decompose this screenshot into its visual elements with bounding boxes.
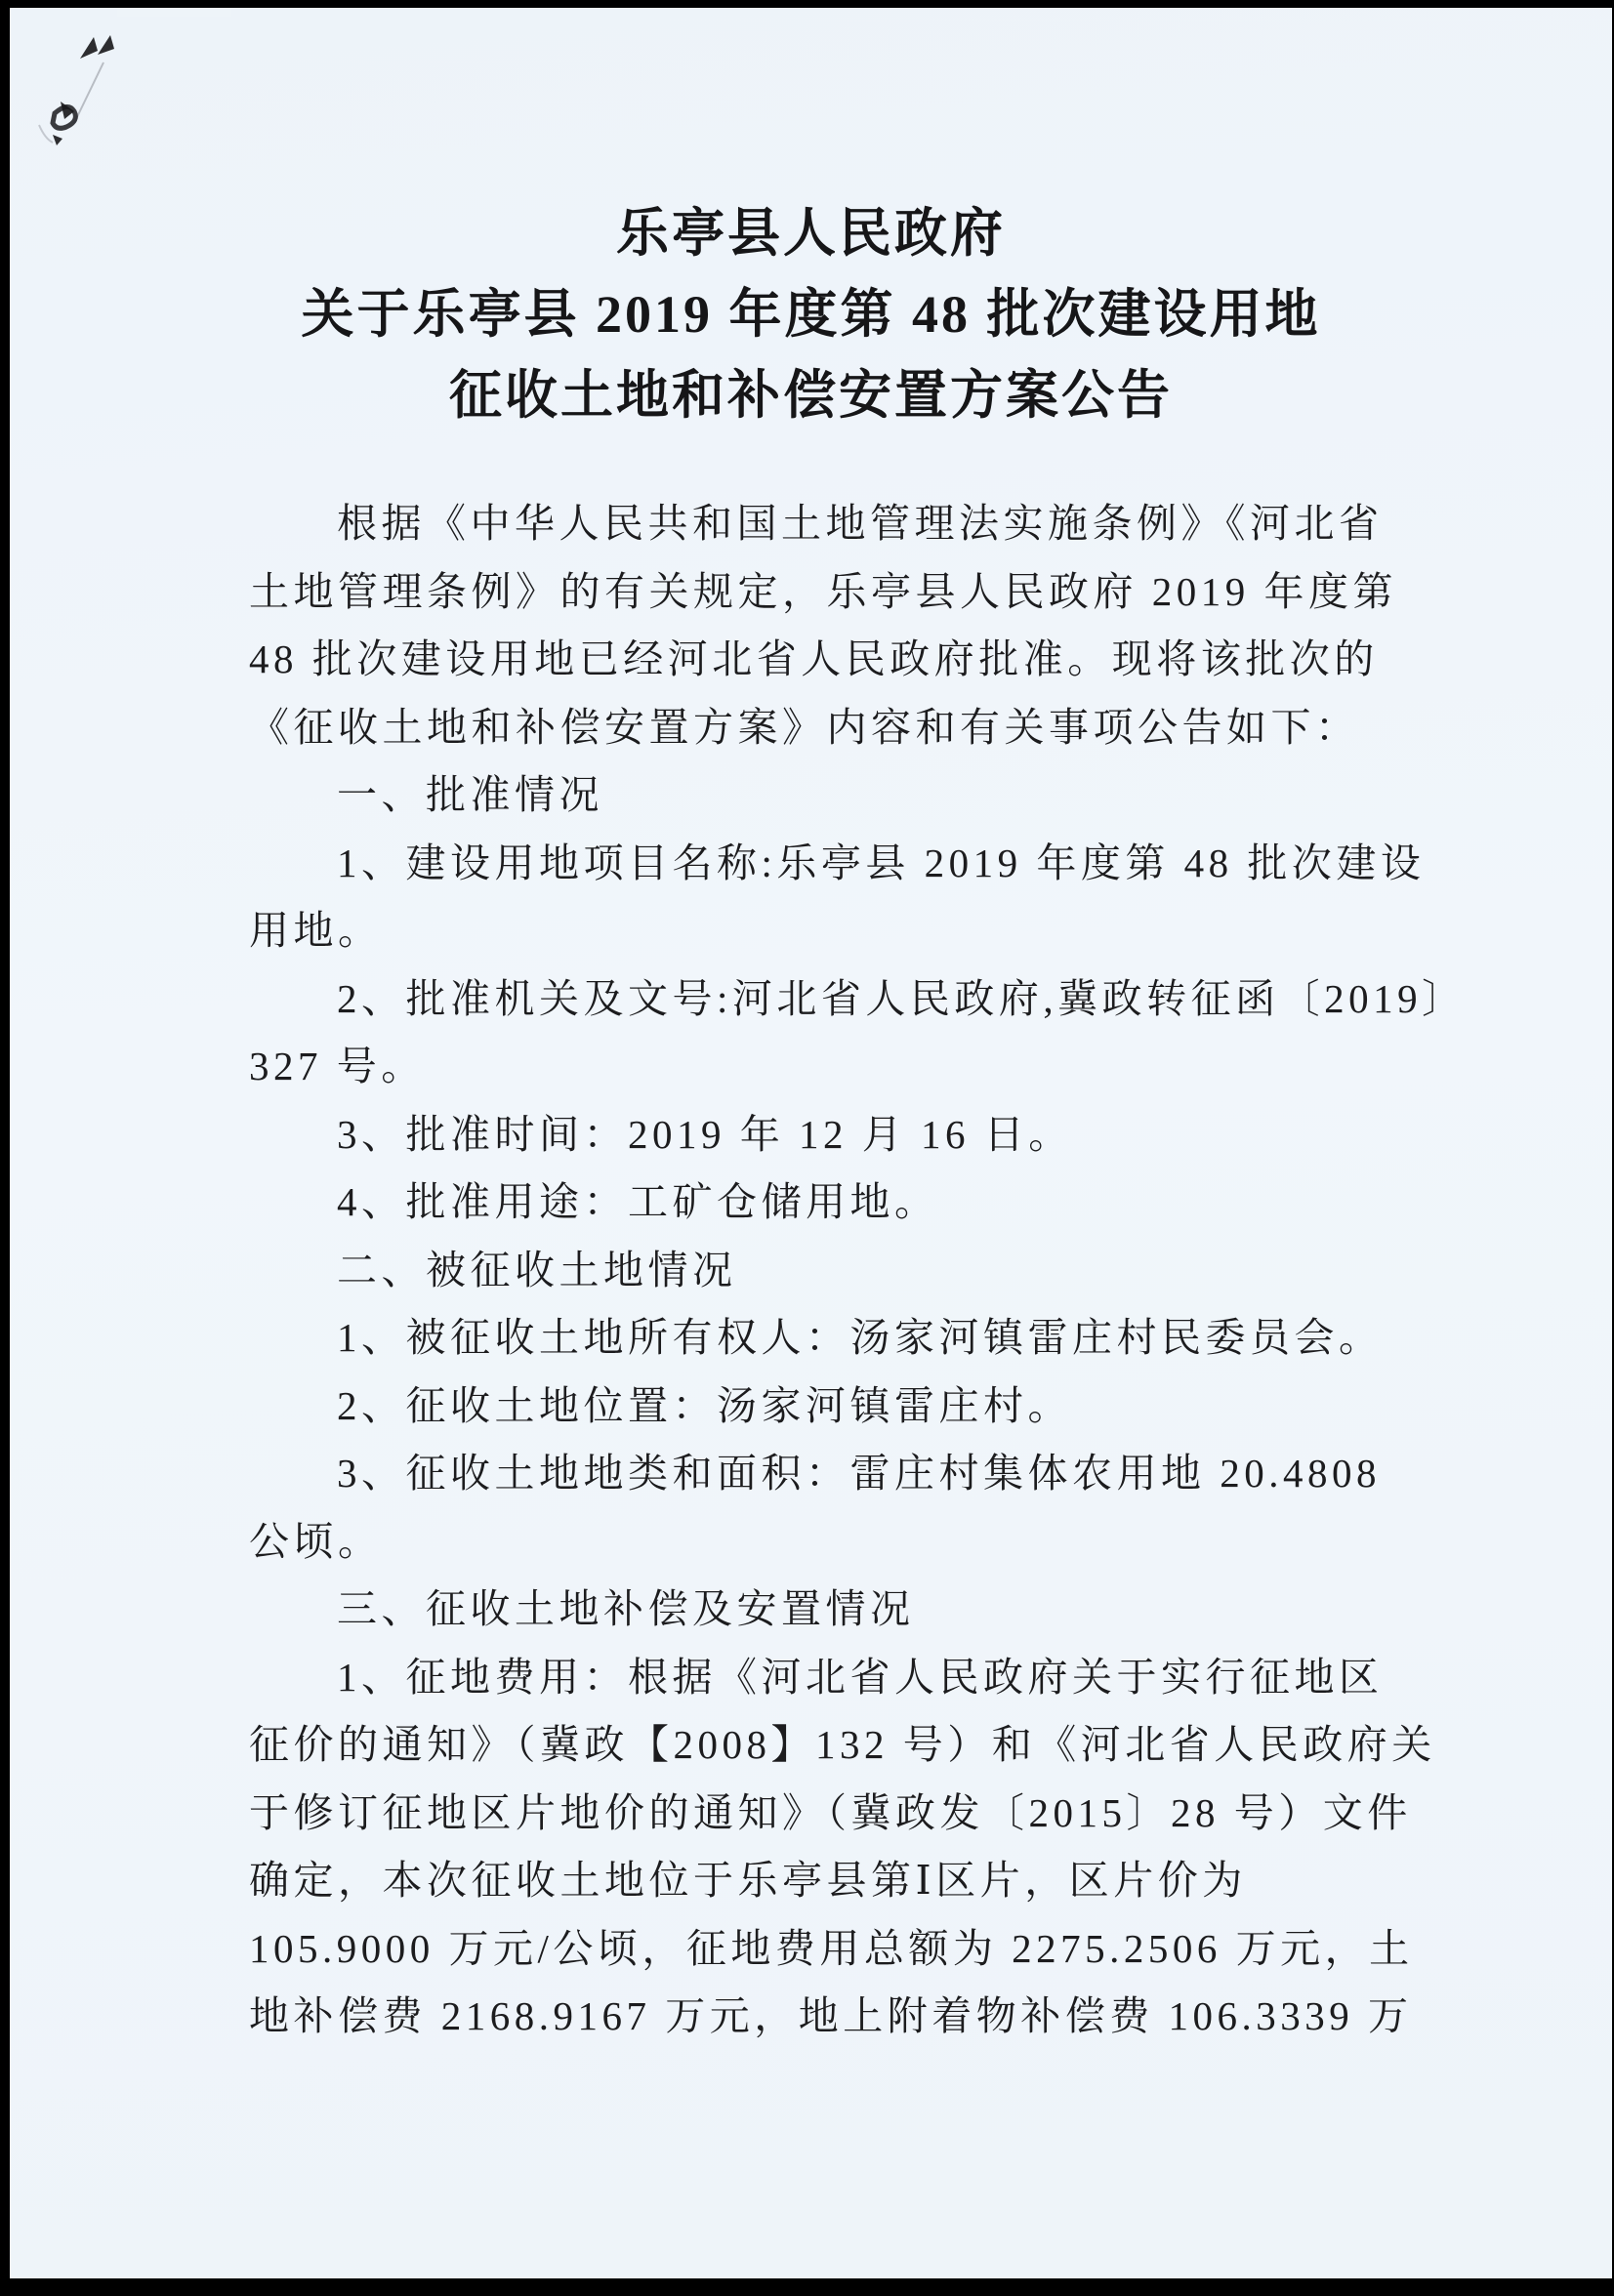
- body-line-section-heading: 一、批准情况: [337, 772, 603, 817]
- body-line: 用地。: [249, 908, 383, 953]
- title-line-announcement: 征收土地和补偿安置方案公告: [449, 366, 1173, 425]
- body-line: 105.9000 万元/公顷，征地费用总额为 2275.2506 万元，土: [249, 1925, 1414, 1971]
- body-line: 327 号。: [249, 1044, 426, 1088]
- body-line: 1、被征收土地所有权人：汤家河镇雷庄村民委员会。: [337, 1315, 1384, 1360]
- body-line: 《征收土地和补偿安置方案》内容和有关事项公告如下：: [249, 704, 1360, 750]
- document-title: [10, 193, 1612, 436]
- body-line: 于修订征地区片地价的通知》（冀政发〔2015〕28 号）文件: [249, 1789, 1412, 1835]
- body-line: 地补偿费 2168.9167 万元，地上附着物补偿费 106.3339 万: [249, 1993, 1413, 2038]
- body-line: 1、征地费用：根据《河北省人民政府关于实行征地区: [337, 1654, 1384, 1700]
- pen-scribble-marks: [10, 8, 225, 203]
- document-page: [10, 8, 1612, 2278]
- body-line-section-heading: 二、被征收土地情况: [337, 1247, 737, 1292]
- body-line: 确定，本次征收土地位于乐亭县第Ⅰ区片，区片价为: [249, 1858, 1247, 1903]
- body-line: 征价的通知》（冀政【2008】132 号）和《河北省人民政府关: [249, 1722, 1436, 1767]
- body-line: 3、征收土地地类和面积：雷庄村集体农用地 20.4808: [337, 1451, 1381, 1496]
- body-line: 3、批准时间：2019 年 12 月 16 日。: [337, 1111, 1073, 1157]
- scan-border-notch: [117, 8, 231, 17]
- body-line: 48 批次建设用地已经河北省人民政府批准。现将该批次的: [249, 636, 1379, 681]
- title-line-government: 乐亭县人民政府: [616, 204, 1006, 263]
- body-line: 1、建设用地项目名称:乐亭县 2019 年度第 48 批次建设: [337, 840, 1426, 885]
- body-line: 2、征收土地位置：汤家河镇雷庄村。: [337, 1382, 1072, 1428]
- body-line-section-heading: 三、征收土地补偿及安置情况: [337, 1586, 915, 1631]
- document-body: [249, 490, 1467, 2051]
- title-line-subject: 关于乐亭县 2019 年度第 48 批次建设用地: [301, 285, 1321, 344]
- body-line: 公顷。: [249, 1518, 383, 1564]
- body-line: 根据《中华人民共和国土地管理法实施条例》《河北省: [337, 501, 1384, 546]
- body-line: 土地管理条例》的有关规定，乐亭县人民政府 2019 年度第: [249, 568, 1397, 614]
- body-line: 4、批准用途：工矿仓储用地。: [337, 1179, 939, 1224]
- body-line: 2、批准机关及文号:河北省人民政府,冀政转征函〔2019〕: [337, 975, 1467, 1021]
